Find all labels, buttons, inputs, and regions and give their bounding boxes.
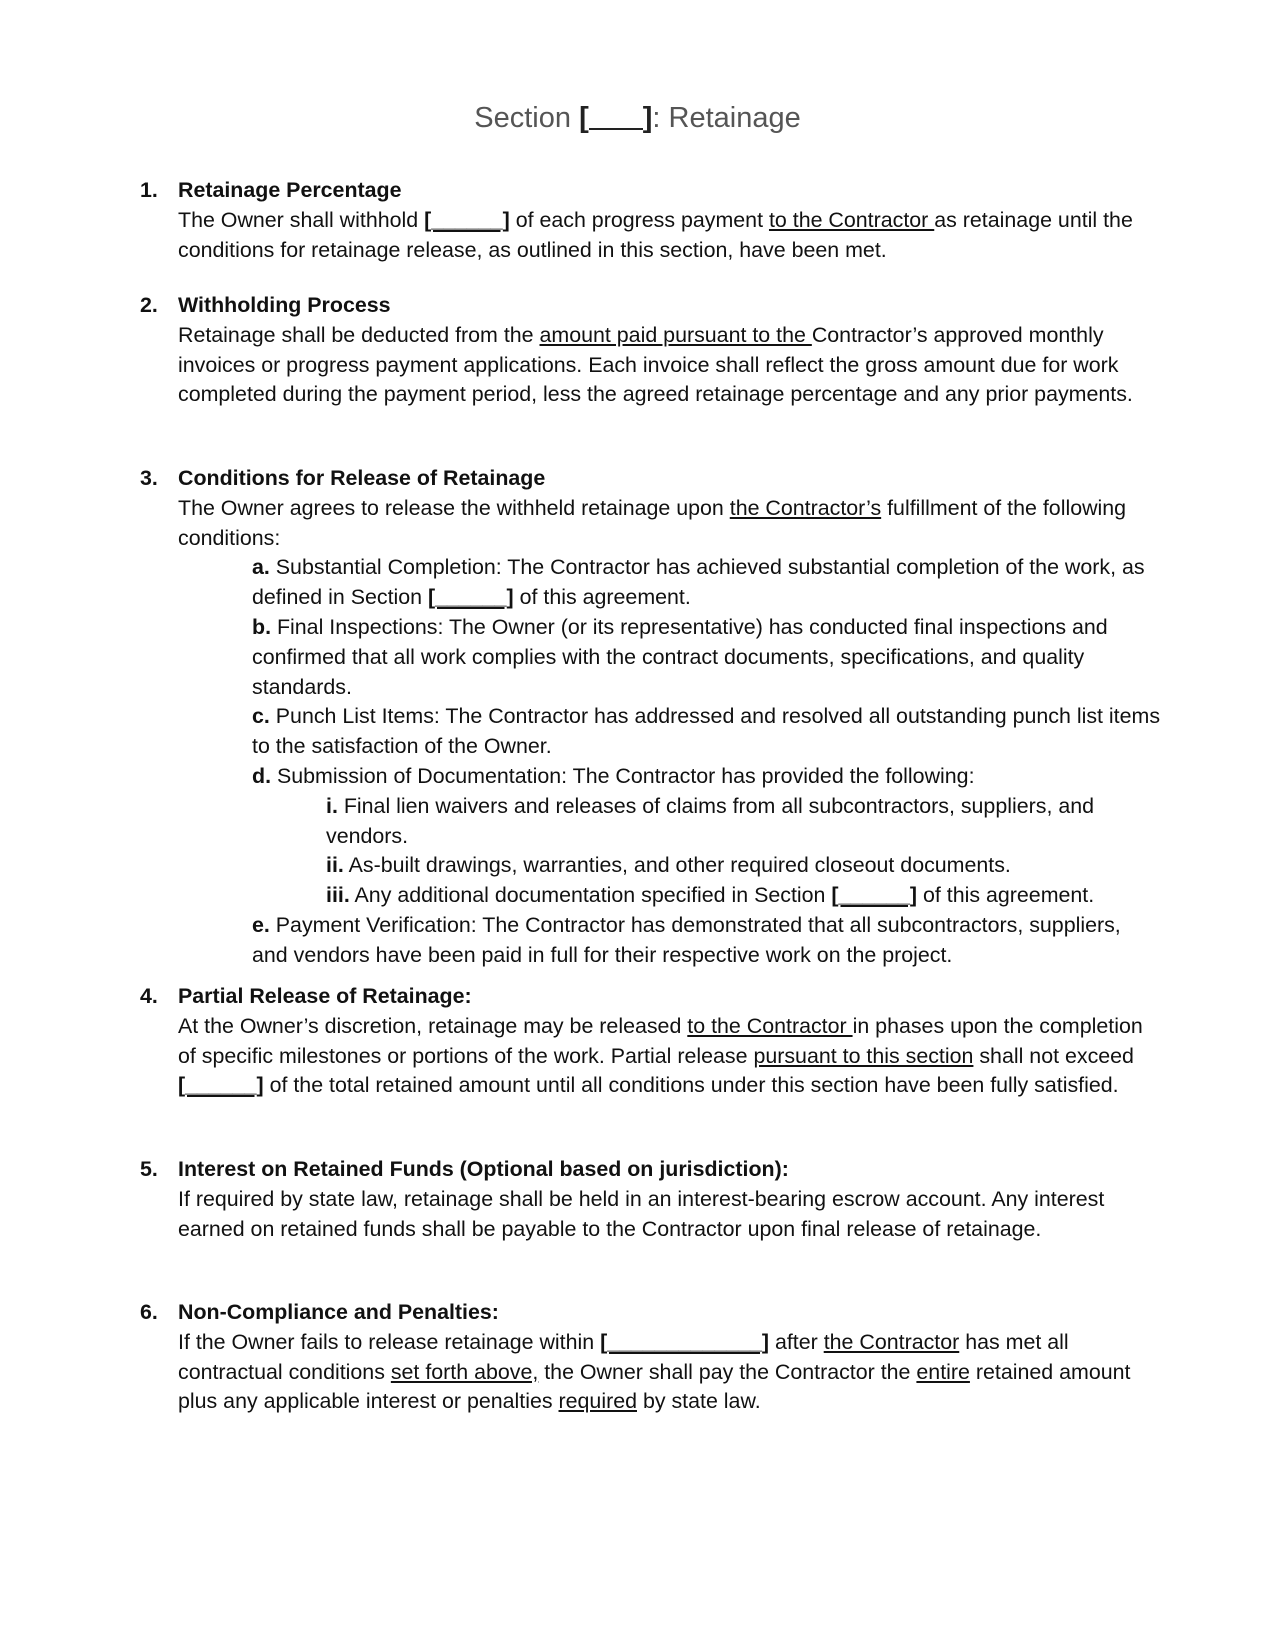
list-item-c: c. Punch List Items: The Contractor has addressed and resolved all outstanding punch list items to the satisfaction of the Owner. <box>252 704 1161 759</box>
section-1 <box>140 176 1160 265</box>
underlined-text: the Contractor <box>823 1329 960 1354</box>
list-item-d: d. Submission of Documentation: The Contractor has provided the following: <box>252 763 975 788</box>
underlined-text: pursuant to this section <box>753 1043 974 1068</box>
section-heading: Partial Release of Retainage: <box>178 984 472 1008</box>
list-item-e: e. Payment Verification: The Contractor has demonstrated that all subcontractors, suppliers, and vendors have been paid in full for their respective work on the project. <box>252 912 1121 967</box>
section-paragraph: Retainage shall be deducted from the amount paid pursuant to the Contractor’s approved monthly invoices or progress payment applications. Each invoice shall reflect the gross amount due for work completed during the payment period, less the agreed retainage percentage and any prior payments. <box>178 322 1133 407</box>
list-item-a: a. Substantial Completion: The Contractor has achieved substantial completion of the work, as defined in Section [______] of this agreement. <box>252 555 1145 610</box>
section-6 <box>140 1298 1160 1417</box>
section-heading: Conditions for Release of Retainage <box>178 466 546 490</box>
section-heading: Withholding Process <box>178 293 391 317</box>
underlined-text: to the Contractor <box>768 207 935 232</box>
blank-field[interactable]: [______] <box>428 585 514 610</box>
section-2 <box>140 291 1160 410</box>
list-item-iii: iii. Any additional documentation specified in Section [______] of this agreement. <box>326 883 1095 908</box>
blank-field[interactable]: [_____________] <box>600 1329 769 1354</box>
title-suffix: : Retainage <box>652 102 801 134</box>
underlined-text: entire <box>916 1359 970 1384</box>
section-4 <box>140 982 1160 1101</box>
section-paragraph: At the Owner’s discretion, retainage may be released to the Contractor in phases upon the completion of specific milestones or portions of the work. Partial release pursuant to this section shall not exceed [______] of the total retained amount until all conditions under this section have been fully satisfied. <box>178 1013 1143 1098</box>
page-title <box>0 102 1275 135</box>
section-number: 5. <box>140 1157 158 1181</box>
blank-field[interactable]: [______] <box>178 1073 264 1098</box>
list-item-b: b. Final Inspections: The Owner (or its representative) has conducted final inspections and confirmed that all work complies with the contract documents, specifications, and quality standards. <box>252 614 1108 699</box>
section-number: 6. <box>140 1300 158 1324</box>
blank-field[interactable]: [______] <box>424 207 510 232</box>
section-number: 1. <box>140 178 158 202</box>
section-heading: Non-Compliance and Penalties: <box>178 1300 499 1324</box>
section-paragraph: The Owner shall withhold [______] of each progress payment to the Contractor as retainage until the conditions for retainage release, as outlined in this section, have been met. <box>178 207 1133 262</box>
underlined-text: amount paid pursuant to the <box>539 322 812 347</box>
underlined-text: to the Contractor <box>687 1013 853 1038</box>
section-paragraph: If required by state law, retainage shall be held in an interest-bearing escrow account. Any interest earned on retained funds shall be payable to the Contractor upon final release of retainage. <box>178 1186 1105 1241</box>
section-5 <box>140 1155 1160 1244</box>
list-item-i: i. Final lien waivers and releases of claims from all subcontractors, suppliers, and vendors. <box>326 793 1095 848</box>
underlined-text: the Contractor’s <box>729 495 882 520</box>
section-heading: Retainage Percentage <box>178 178 402 202</box>
title-bracket-close: ] <box>642 102 653 134</box>
title-prefix: Section <box>474 102 580 134</box>
section-paragraph: The Owner agrees to release the withheld retainage upon the Contractor’s fulfillment of the following conditions: <box>178 495 1127 550</box>
section-number: 2. <box>140 293 158 317</box>
title-blank-field[interactable] <box>589 104 643 130</box>
section-heading: Interest on Retained Funds (Optional based on jurisdiction): <box>178 1157 789 1181</box>
section-3 <box>140 464 1160 971</box>
underlined-text: required <box>558 1389 637 1414</box>
section-number: 4. <box>140 984 158 1008</box>
section-paragraph: If the Owner fails to release retainage within [_____________] after the Contractor has met all contractual conditions set forth above, the Owner shall pay the Contractor the entire retained amount plus any applicable interest or penalties required by state law. <box>178 1329 1131 1414</box>
blank-field[interactable]: [______] <box>831 883 918 908</box>
list-item-ii: ii. As-built drawings, warranties, and other required closeout documents. <box>326 853 1011 878</box>
title-bracket-open: [ <box>579 102 589 134</box>
underlined-text: set forth above, <box>390 1359 539 1384</box>
section-number: 3. <box>140 466 158 490</box>
